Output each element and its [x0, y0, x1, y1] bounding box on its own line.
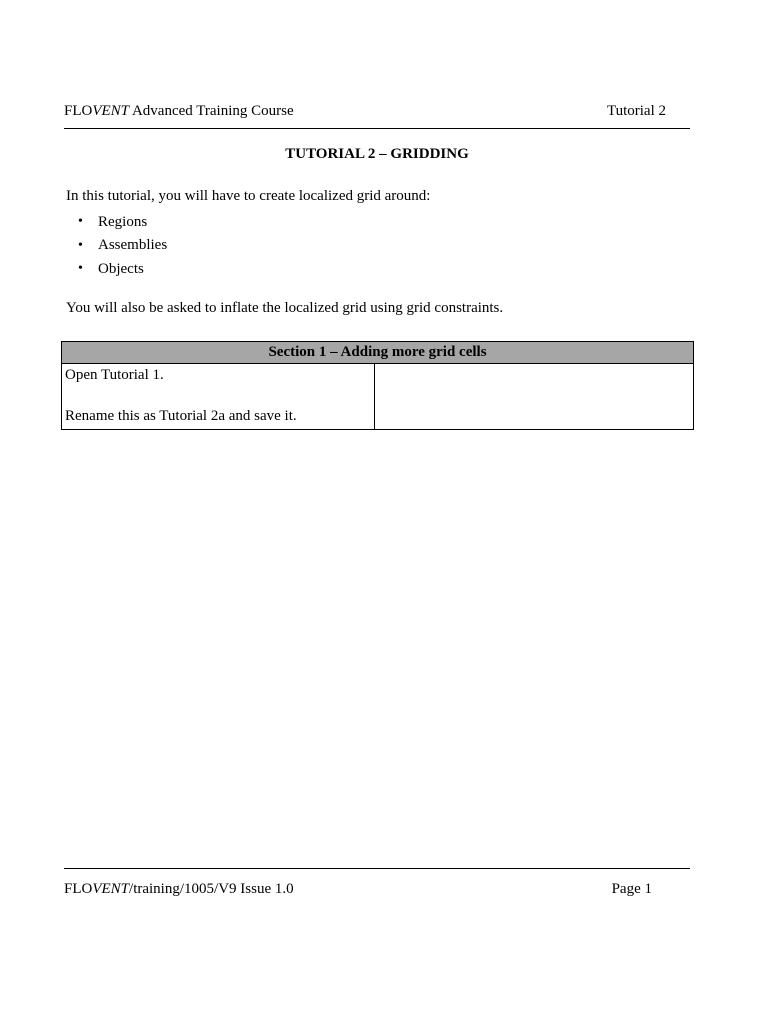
section-table [61, 341, 694, 430]
list-item [78, 210, 167, 234]
table-row [62, 364, 694, 430]
header-brand-plain: FLO [64, 103, 93, 119]
bullet-icon [78, 212, 98, 231]
table-header-row [62, 342, 694, 364]
list-item-label: Assemblies [98, 237, 168, 254]
footer-doc-ref-text: /training/1005/V9 Issue 1.0 [129, 881, 294, 897]
table-cell-image [375, 364, 694, 430]
section-heading: Section 1 – Adding more grid cells [62, 342, 694, 364]
instruction-line: Rename this as Tutorial 2a and save it. [65, 408, 297, 424]
inflate-text: You will also be asked to inflate the localized grid using grid constraints. [66, 300, 504, 316]
bullet-list [78, 210, 167, 281]
footer-page-number: Page 1 [611, 881, 652, 897]
list-item [78, 234, 167, 258]
list-item [78, 257, 167, 281]
header-course-title [64, 103, 294, 120]
header-tutorial-label: Tutorial 2 [606, 103, 666, 119]
list-item-label: Objects [98, 260, 144, 277]
bullet-icon [78, 236, 98, 255]
footer-doc-ref [64, 881, 294, 898]
header-course: Advanced Training Course [129, 103, 294, 119]
intro-text: In this tutorial, you will have to create localized grid around: [66, 188, 431, 204]
list-item-label: Regions [98, 213, 148, 230]
page-header [64, 99, 690, 129]
header-brand-italic: VENT [92, 103, 130, 119]
instruction-line: Open Tutorial 1. [65, 367, 164, 383]
bullet-icon [78, 259, 98, 278]
document-title: TUTORIAL 2 – GRIDDING [285, 146, 469, 162]
footer-brand-italic: VENT [92, 881, 130, 897]
page-footer [64, 868, 690, 898]
table-cell-instructions [62, 364, 375, 430]
footer-brand-plain: FLO [64, 881, 93, 897]
